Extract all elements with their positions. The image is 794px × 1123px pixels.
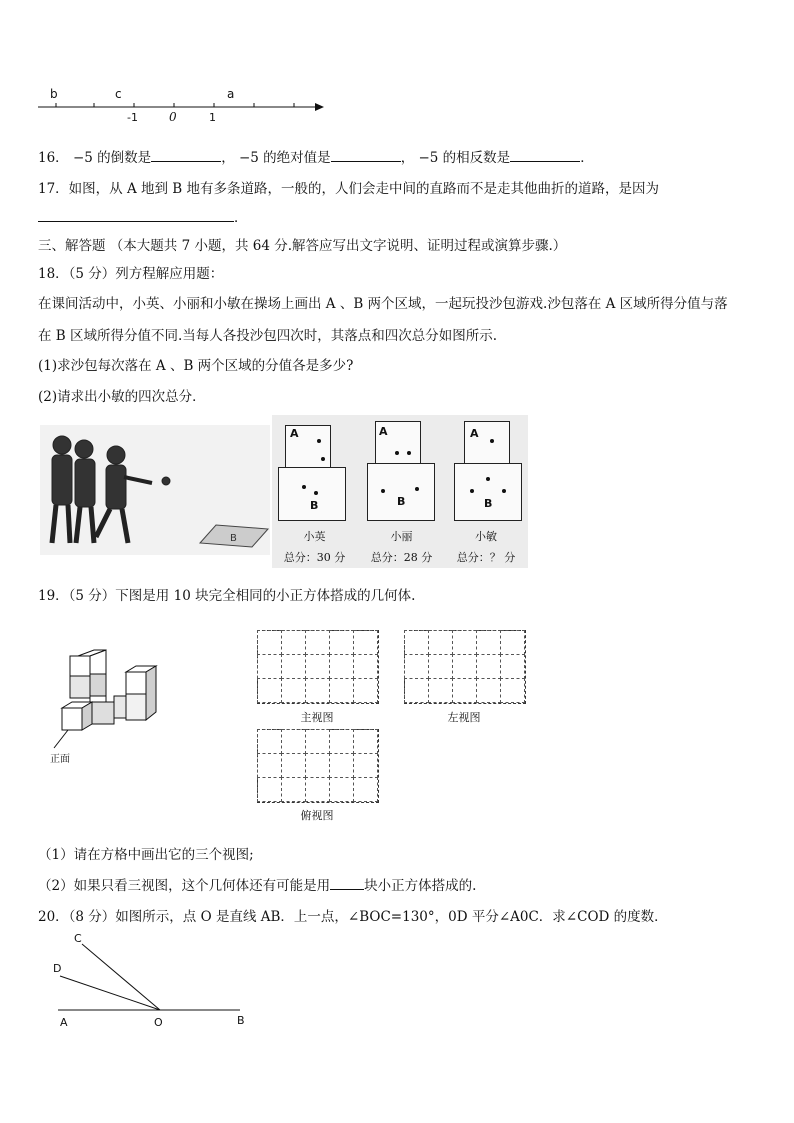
- q19-sub1: （1）请在方格中画出它的三个视图;: [38, 847, 254, 863]
- landing-dot: [470, 489, 474, 493]
- main-view-grid[interactable]: [257, 630, 379, 704]
- landing-dot: [321, 457, 325, 461]
- q18-sub2: (2)请求出小敏的四次总分．: [38, 389, 206, 405]
- landing-dot: [486, 477, 490, 481]
- tick-1-label: 1: [209, 111, 216, 124]
- left-view-grid[interactable]: [404, 630, 526, 704]
- q19-title: 19．（5 分）下图是用 10 块完全相同的小正方体搭成的几何体.: [38, 588, 416, 604]
- panel-xiaomin: [444, 415, 528, 568]
- panel-score: 总分：28 分: [370, 551, 433, 564]
- panel-xiaoying: [272, 415, 357, 568]
- children-drawing: [40, 425, 270, 555]
- region-b-box: [367, 463, 435, 521]
- q17-answer-line: [38, 206, 248, 226]
- landing-dot: [502, 489, 506, 493]
- point-b-label: b: [50, 87, 58, 101]
- q16-blank-1[interactable]: [151, 147, 221, 162]
- panel-score: 总分：30 分: [283, 551, 346, 564]
- q17-end: ．: [234, 210, 248, 226]
- region-b-label: B: [484, 497, 493, 510]
- landing-dot: [395, 451, 399, 455]
- region-a-label: A: [290, 427, 299, 440]
- q16-part5: −5 的相反数是: [418, 150, 511, 166]
- main-view-caption: 主视图: [300, 711, 334, 724]
- q19-blank[interactable]: [330, 875, 364, 890]
- q19-sub2-suffix: 块小正方体搭成的.: [364, 878, 477, 894]
- panel-score: 总分：？ 分: [456, 551, 516, 564]
- angle-figure-svg: [48, 930, 258, 1030]
- tick-minus1-label: -1: [127, 111, 138, 124]
- left-view-caption: 左视图: [447, 711, 481, 724]
- q17-blank[interactable]: [38, 207, 234, 222]
- panel-name: 小敏: [475, 530, 497, 543]
- panel-name: 小丽: [390, 530, 413, 543]
- q18-title: 18．（5 分）列方程解应用题：: [38, 266, 224, 282]
- tick-0-label: 0: [169, 110, 177, 124]
- landing-dot: [407, 451, 411, 455]
- q18-para1: 在课间活动中，小英、小丽和小敏在操场上画出 A 、B 两个区域，一起玩投沙包游戏.沙包落在 A 区域所得分值与落: [38, 296, 728, 312]
- q16-part2: ，: [221, 150, 235, 166]
- top-view-grid[interactable]: [257, 729, 379, 803]
- q16-number: 16．: [38, 150, 69, 166]
- number-line-svg: [36, 86, 336, 126]
- panel-name: 小英: [303, 530, 326, 543]
- question-17: 17．如图，从 A 地到 B 地有多条道路，一般的，人们会走中间的直路而不是走其他曲折的道路，是因为: [38, 181, 660, 197]
- region-a-label: A: [379, 425, 388, 438]
- q16-part4: ，: [400, 150, 415, 166]
- point-a-label: a: [227, 87, 235, 101]
- landing-dot: [302, 485, 306, 489]
- q20-text: 20．（8 分）如图所示，点 O 是直线 AB．上一点，∠BOC=130°，0D 平分∠A0C．求∠COD 的度数．: [38, 909, 668, 925]
- q18-para2: 在 B 区域所得分值不同.当每人各投沙包四次时，其落点和四次总分如图所示.: [38, 328, 498, 344]
- region-b-label: B: [397, 495, 406, 508]
- top-view-caption: 俯视图: [300, 809, 334, 822]
- region-b-box: [454, 463, 522, 521]
- sandbag-target-figure: [272, 415, 528, 568]
- point-c-label: C: [74, 932, 82, 945]
- q16-blank-2[interactable]: [331, 147, 401, 162]
- q16-part6: ．: [580, 150, 594, 166]
- point-c-label: c: [115, 87, 122, 101]
- q19-sub2-prefix: （2）如果只看三视图，这个几何体还有可能是用: [38, 878, 331, 894]
- point-o-label: O: [154, 1016, 163, 1029]
- point-d-label: D: [53, 962, 62, 975]
- point-a-label: A: [60, 1016, 68, 1029]
- landing-dot: [415, 487, 419, 491]
- q19-sub2: [38, 874, 476, 894]
- cube-solid-svg: [48, 646, 168, 756]
- front-label: 正面: [50, 754, 70, 765]
- q16-part1: −5 的倒数是: [72, 150, 152, 166]
- region-b-label: B: [310, 499, 319, 512]
- svg-text:B: B: [230, 533, 237, 544]
- q18-sub1: (1)求沙包每次落在 A 、B 两个区域的分值各是多少?: [38, 358, 354, 374]
- number-line: [36, 86, 336, 126]
- question-16: [38, 146, 594, 166]
- landing-dot: [490, 439, 494, 443]
- landing-dot: [381, 489, 385, 493]
- landing-dot: [314, 491, 318, 495]
- point-b-label: B: [237, 1014, 245, 1027]
- panel-xiaoli: [359, 415, 444, 568]
- region-a-label: A: [470, 427, 479, 440]
- section-3-heading: 三、解答题 （本大题共 7 小题，共 64 分.解答应写出文字说明、证明过程或演算步骤.）: [38, 238, 567, 254]
- region-b-box: [278, 467, 346, 521]
- angle-figure: [48, 930, 258, 1030]
- q16-blank-3[interactable]: [510, 147, 580, 162]
- cube-solid-figure: [48, 646, 168, 766]
- landing-dot: [317, 439, 321, 443]
- children-throwing-illustration: [40, 425, 270, 555]
- q16-part3: −5 的绝对值是: [238, 150, 331, 166]
